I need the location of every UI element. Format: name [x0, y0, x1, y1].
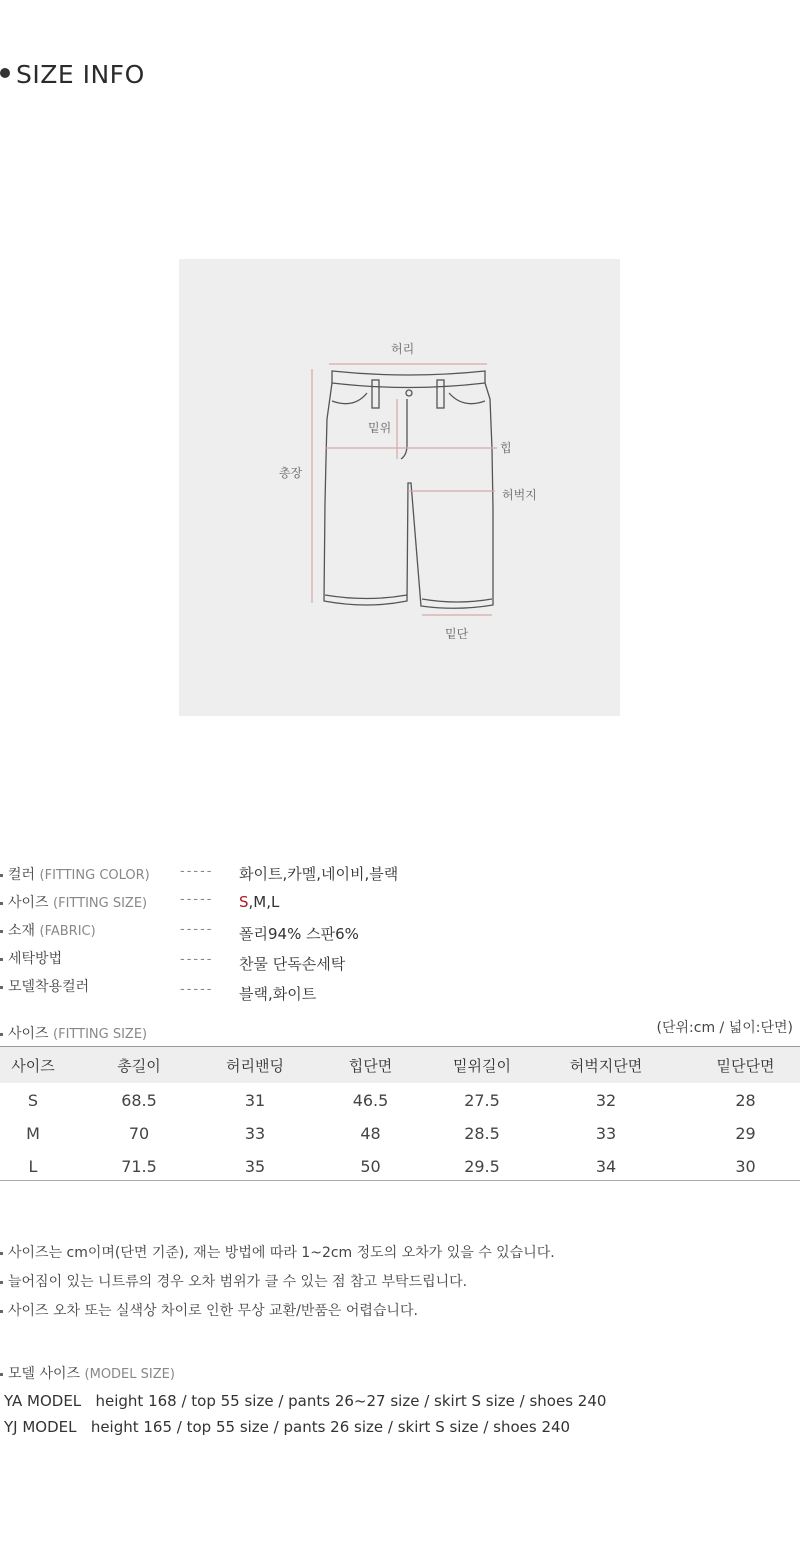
table-cell: 34 [595, 1157, 617, 1176]
header-thigh: 허벅지단면 [569, 1056, 643, 1075]
info-label: 소재 [8, 923, 36, 939]
size-table-caption [0, 1023, 147, 1043]
model-name: YJ MODEL [4, 1418, 77, 1436]
table-row [0, 1083, 800, 1117]
model-detail: height 165 / top 55 size / pants 26 size / skirt S size / shoes 240 [90, 1418, 571, 1436]
unit-note: (단위:cm / 넓이:단면) [656, 1020, 793, 1036]
bullet-dot-icon [0, 68, 10, 78]
info-dashes: ----- [180, 922, 214, 937]
size-table-caption-en: (FITTING SIZE) [53, 1027, 148, 1042]
bullet-square-icon [0, 1373, 3, 1376]
note-line [0, 1300, 418, 1320]
diagram-label-hip: 힙 [500, 441, 512, 455]
info-value-washing: 찬물 단독손세탁 [239, 955, 346, 973]
bullet-square-icon [0, 1033, 3, 1036]
section-title [0, 60, 145, 89]
note-line [0, 1271, 467, 1291]
table-cell: 28 [735, 1091, 756, 1110]
table-cell: 48 [360, 1124, 381, 1143]
size-table-caption-text: 사이즈 [8, 1026, 49, 1042]
info-label-en: (FABRIC) [39, 924, 96, 939]
model-line-ya [4, 1392, 606, 1410]
bullet-square-icon [0, 874, 3, 877]
table-cell: 35 [244, 1157, 266, 1176]
table-cell: 31 [244, 1091, 266, 1110]
size-table-header-row [0, 1047, 800, 1084]
info-row-model-color [0, 976, 89, 996]
table-cell: 70 [128, 1124, 150, 1143]
info-dashes: ----- [180, 952, 214, 967]
diagram-label-rise: 밑위 [368, 421, 392, 435]
model-name: YA MODEL [4, 1392, 82, 1410]
model-heading-text: 모델 사이즈 [8, 1366, 81, 1382]
info-row-washing [0, 948, 62, 968]
table-cell: L [28, 1157, 38, 1176]
header-size: 사이즈 [11, 1056, 55, 1075]
model-line-yj [4, 1418, 570, 1436]
info-dashes: ----- [180, 864, 214, 879]
model-heading-en: (MODEL SIZE) [84, 1367, 175, 1382]
table-cell: S [27, 1091, 39, 1110]
pants-measurement-diagram [179, 259, 620, 716]
table-cell: 50 [360, 1157, 381, 1176]
shorts-outline [324, 371, 493, 608]
table-cell: 68.5 [121, 1091, 157, 1110]
header-waist: 허리밴딩 [226, 1056, 284, 1075]
bullet-square-icon [0, 986, 3, 989]
note-text: 사이즈 오차 또는 실색상 차이로 인한 무상 교환/반품은 어렵습니다. [8, 1303, 418, 1319]
bullet-square-icon [0, 930, 3, 933]
section-title-text: SIZE INFO [16, 60, 145, 89]
info-row-fabric [0, 920, 96, 940]
note-text: 사이즈는 cm이며(단면 기준), 재는 방법에 따라 1~2cm 정도의 오차가 있을 수 있습니다. [8, 1245, 555, 1261]
table-cell: 27.5 [464, 1091, 500, 1110]
table-cell: 32 [595, 1091, 617, 1110]
info-dashes: ----- [180, 892, 214, 907]
info-row-color [0, 864, 150, 884]
info-row-size [0, 892, 147, 912]
info-label: 모델착용컬러 [8, 979, 90, 995]
diagram-label-hem: 밑단 [445, 627, 469, 641]
table-bottom-divider [0, 1180, 800, 1181]
header-total-length: 총길이 [117, 1056, 161, 1075]
table-cell: 33 [595, 1124, 617, 1143]
info-label: 세탁방법 [8, 951, 63, 967]
info-value-model-color: 블랙,화이트 [239, 985, 317, 1003]
info-value-color: 화이트,카멜,네이비,블랙 [239, 865, 399, 883]
table-cell: M [26, 1124, 40, 1143]
bullet-square-icon [0, 1281, 3, 1284]
table-cell: 29 [735, 1124, 756, 1143]
diagram-label-thigh: 허벅지 [502, 488, 537, 502]
table-cell: 46.5 [352, 1091, 389, 1110]
bullet-square-icon [0, 958, 3, 961]
info-value-size-rest: ,M,L [248, 893, 280, 911]
model-detail: height 168 / top 55 size / pants 26~27 size / skirt S size / shoes 240 [95, 1392, 607, 1410]
model-size-heading [0, 1363, 175, 1383]
diagram-label-waist: 허리 [391, 342, 415, 356]
bullet-square-icon [0, 1310, 3, 1313]
table-cell: 30 [735, 1157, 756, 1176]
measurement-guide-lines [312, 364, 497, 615]
table-row [0, 1150, 800, 1183]
table-row [0, 1117, 800, 1150]
header-rise: 밑위길이 [453, 1056, 511, 1075]
header-hip: 힙단면 [348, 1056, 393, 1075]
info-value-size [239, 893, 279, 911]
info-dashes: ----- [180, 982, 214, 997]
diagram-label-length: 총장 [279, 466, 303, 480]
shorts-illustration [179, 259, 620, 716]
size-table [0, 1046, 800, 1183]
table-cell: 28.5 [464, 1124, 500, 1143]
info-label-en: (FITTING COLOR) [39, 868, 150, 883]
info-value-size-highlight: S [239, 893, 249, 911]
note-text: 늘어짐이 있는 니트류의 경우 오차 범위가 클 수 있는 점 참고 부탁드립니다. [8, 1274, 468, 1290]
bullet-square-icon [0, 902, 3, 905]
info-label: 사이즈 [8, 895, 49, 911]
info-value-fabric: 폴리94% 스판6% [239, 925, 359, 943]
info-label-en: (FITTING SIZE) [53, 896, 148, 911]
header-hem: 밑단단면 [716, 1056, 775, 1075]
table-cell: 33 [244, 1124, 266, 1143]
info-label: 컬러 [8, 867, 36, 883]
note-line [0, 1242, 555, 1262]
bullet-square-icon [0, 1252, 3, 1255]
table-cell: 29.5 [464, 1157, 500, 1176]
table-cell: 71.5 [121, 1157, 157, 1176]
